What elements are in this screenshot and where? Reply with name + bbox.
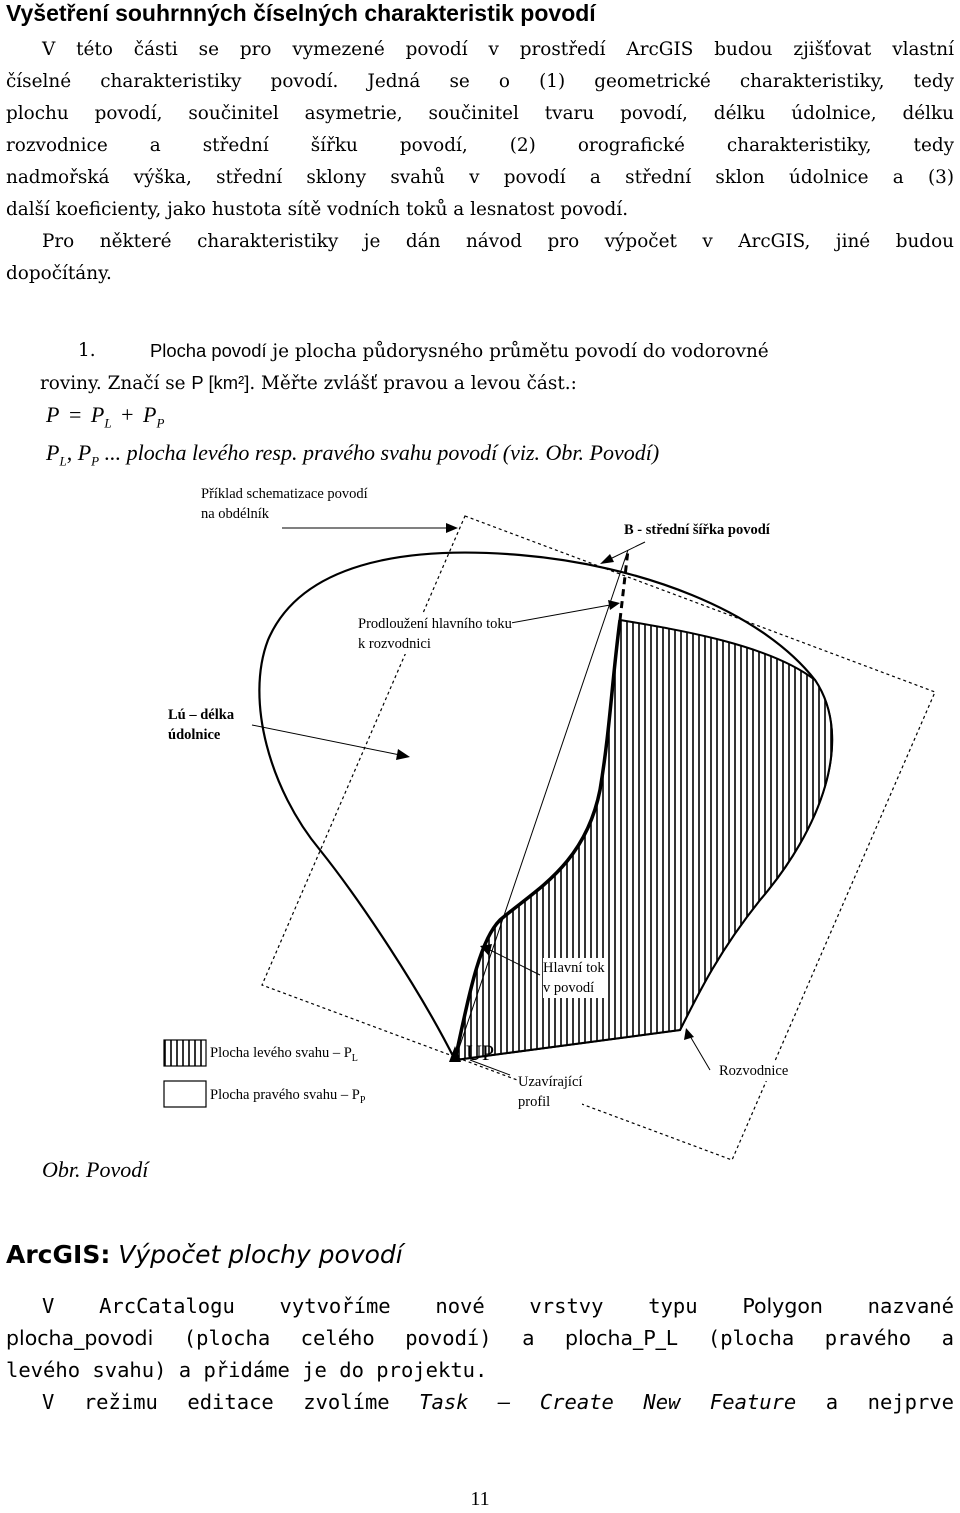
formula-subscript: L <box>59 453 67 469</box>
label-line: Uzavírající <box>518 1074 583 1090</box>
page-number: 11 <box>470 1488 490 1510</box>
item-number: 1. <box>78 340 96 361</box>
legend-right-slope <box>210 1085 365 1111</box>
label-line: na obdélník <box>201 506 270 522</box>
formula-operator: + <box>121 402 134 427</box>
label-valley-length <box>168 705 234 745</box>
label-divide: Rozvodnice <box>719 1063 789 1079</box>
label-line: Příklad schematizace povodí <box>201 486 368 502</box>
intro-line: plochu povodí, součinitel asymetrie, součinitel tvaru povodí, délku údolnice, délku <box>6 103 954 124</box>
formula-operator: = <box>68 402 82 427</box>
formula-subscript: P <box>156 415 165 431</box>
label-line: Lú – délka <box>168 707 235 723</box>
item1-line2 <box>40 372 577 394</box>
formula-symbol: P <box>46 440 60 465</box>
intro-line: další koeficienty, jako hustota sítě vodních toků a lesnatost povodí. <box>6 199 629 220</box>
item1-line1 <box>150 340 769 362</box>
body-line <box>6 1322 954 1354</box>
body-text: (plocha celého povodí) a <box>153 1326 565 1350</box>
arrowhead <box>684 1028 694 1040</box>
legend-left-slope <box>210 1043 358 1069</box>
body-line <box>6 1386 954 1418</box>
intro-paragraph <box>6 34 954 290</box>
label-outlet <box>518 1072 582 1112</box>
body-text: V ArcCatalogu vytvoříme nové vrstvy typu <box>42 1294 743 1318</box>
legend-subscript: P <box>359 1094 366 1106</box>
body-text: a nejprve <box>796 1390 954 1414</box>
label-stream-extension <box>358 614 512 654</box>
formula-definition-text: ... plocha levého resp. pravého svahu povodí (viz. Obr. Povodí) <box>104 440 660 465</box>
label-line: profil <box>518 1094 551 1110</box>
inline-term: Polygon <box>742 1294 823 1318</box>
body-line: levého svahu) a přidáme je do projektu. <box>6 1358 488 1382</box>
label-line: k rozvodnici <box>358 636 431 652</box>
label-line: v povodí <box>543 980 595 996</box>
body-paragraph <box>6 1290 954 1418</box>
label-main-stream <box>543 958 605 998</box>
figure-caption: Obr. Povodí <box>42 1157 149 1182</box>
label-line: Prodloužení hlavního toku <box>358 616 512 632</box>
section-heading-italic: Výpočet plochy povodí <box>110 1240 403 1269</box>
item1-symbol: P [km²] <box>191 372 250 393</box>
page-heading: Vyšetření souhrnných číselných charakteristik povodí <box>6 0 596 26</box>
legend-subscript: L <box>351 1052 358 1064</box>
legend-plain-swatch <box>164 1081 206 1107</box>
body-text: (plocha pravého a <box>677 1326 954 1350</box>
item1-term: Plocha povodí <box>150 340 267 361</box>
formula-subscript: L <box>104 415 112 431</box>
body-text: V režimu editace zvolíme <box>42 1390 420 1414</box>
section-heading-bold: ArcGIS: <box>6 1240 111 1269</box>
formula-symbol: P <box>77 440 92 465</box>
inline-term: Task – Create New Feature <box>419 1390 797 1414</box>
intro-line: dopočítány. <box>6 263 112 284</box>
body-text: nazvané <box>822 1294 954 1318</box>
section-heading <box>6 1240 403 1269</box>
label-up: UP <box>466 1040 495 1065</box>
inline-term: plocha_P_L <box>564 1326 678 1350</box>
formula-definition <box>46 440 659 469</box>
item1-text: . Měřte zvlášť pravou a levou část.: <box>249 373 577 394</box>
intro-line: číselné charakteristiky povodí. Jedná se o (1) geometrické charakteristiky, tedy <box>6 71 954 92</box>
intro-line: Pro některé charakteristiky je dán návod pro výpočet v ArcGIS, jiné budou <box>42 231 954 252</box>
legend-hatched-swatch <box>164 1040 206 1066</box>
formula-symbol: P <box>142 402 157 427</box>
area-formula <box>46 402 164 431</box>
legend-text: Plocha levého svahu – P <box>210 1045 352 1061</box>
item1-text: roviny. Značí se <box>40 373 192 394</box>
arrowhead <box>446 523 458 533</box>
label-schema <box>201 484 368 524</box>
formula-subscript: P <box>91 453 100 469</box>
formula-comma: , <box>66 440 73 465</box>
formula-symbol: P <box>46 402 60 427</box>
label-line: údolnice <box>168 727 221 743</box>
pointer-line <box>690 1036 710 1070</box>
formula-symbol: P <box>90 402 105 427</box>
body-line <box>6 1290 954 1322</box>
intro-line: V této části se pro vymezené povodí v prostředí ArcGIS budou zjišťovat vlastní <box>42 39 954 60</box>
arrowhead <box>600 554 614 564</box>
label-mean-width: B - střední šířka povodí <box>624 522 770 538</box>
label-line: Hlavní tok <box>543 960 605 976</box>
inline-term: plocha_povodi <box>6 1326 154 1350</box>
item1-text: je plocha půdorysného průmětu povodí do vodorovné <box>266 341 769 362</box>
legend-text: Plocha pravého svahu – P <box>210 1087 360 1103</box>
intro-line: rozvodnice a střední šířku povodí, (2) orografické charakteristiky, tedy <box>6 135 954 156</box>
intro-line: nadmořská výška, střední sklony svahů v povodí a střední sklon údolnice a (3) <box>6 167 954 188</box>
